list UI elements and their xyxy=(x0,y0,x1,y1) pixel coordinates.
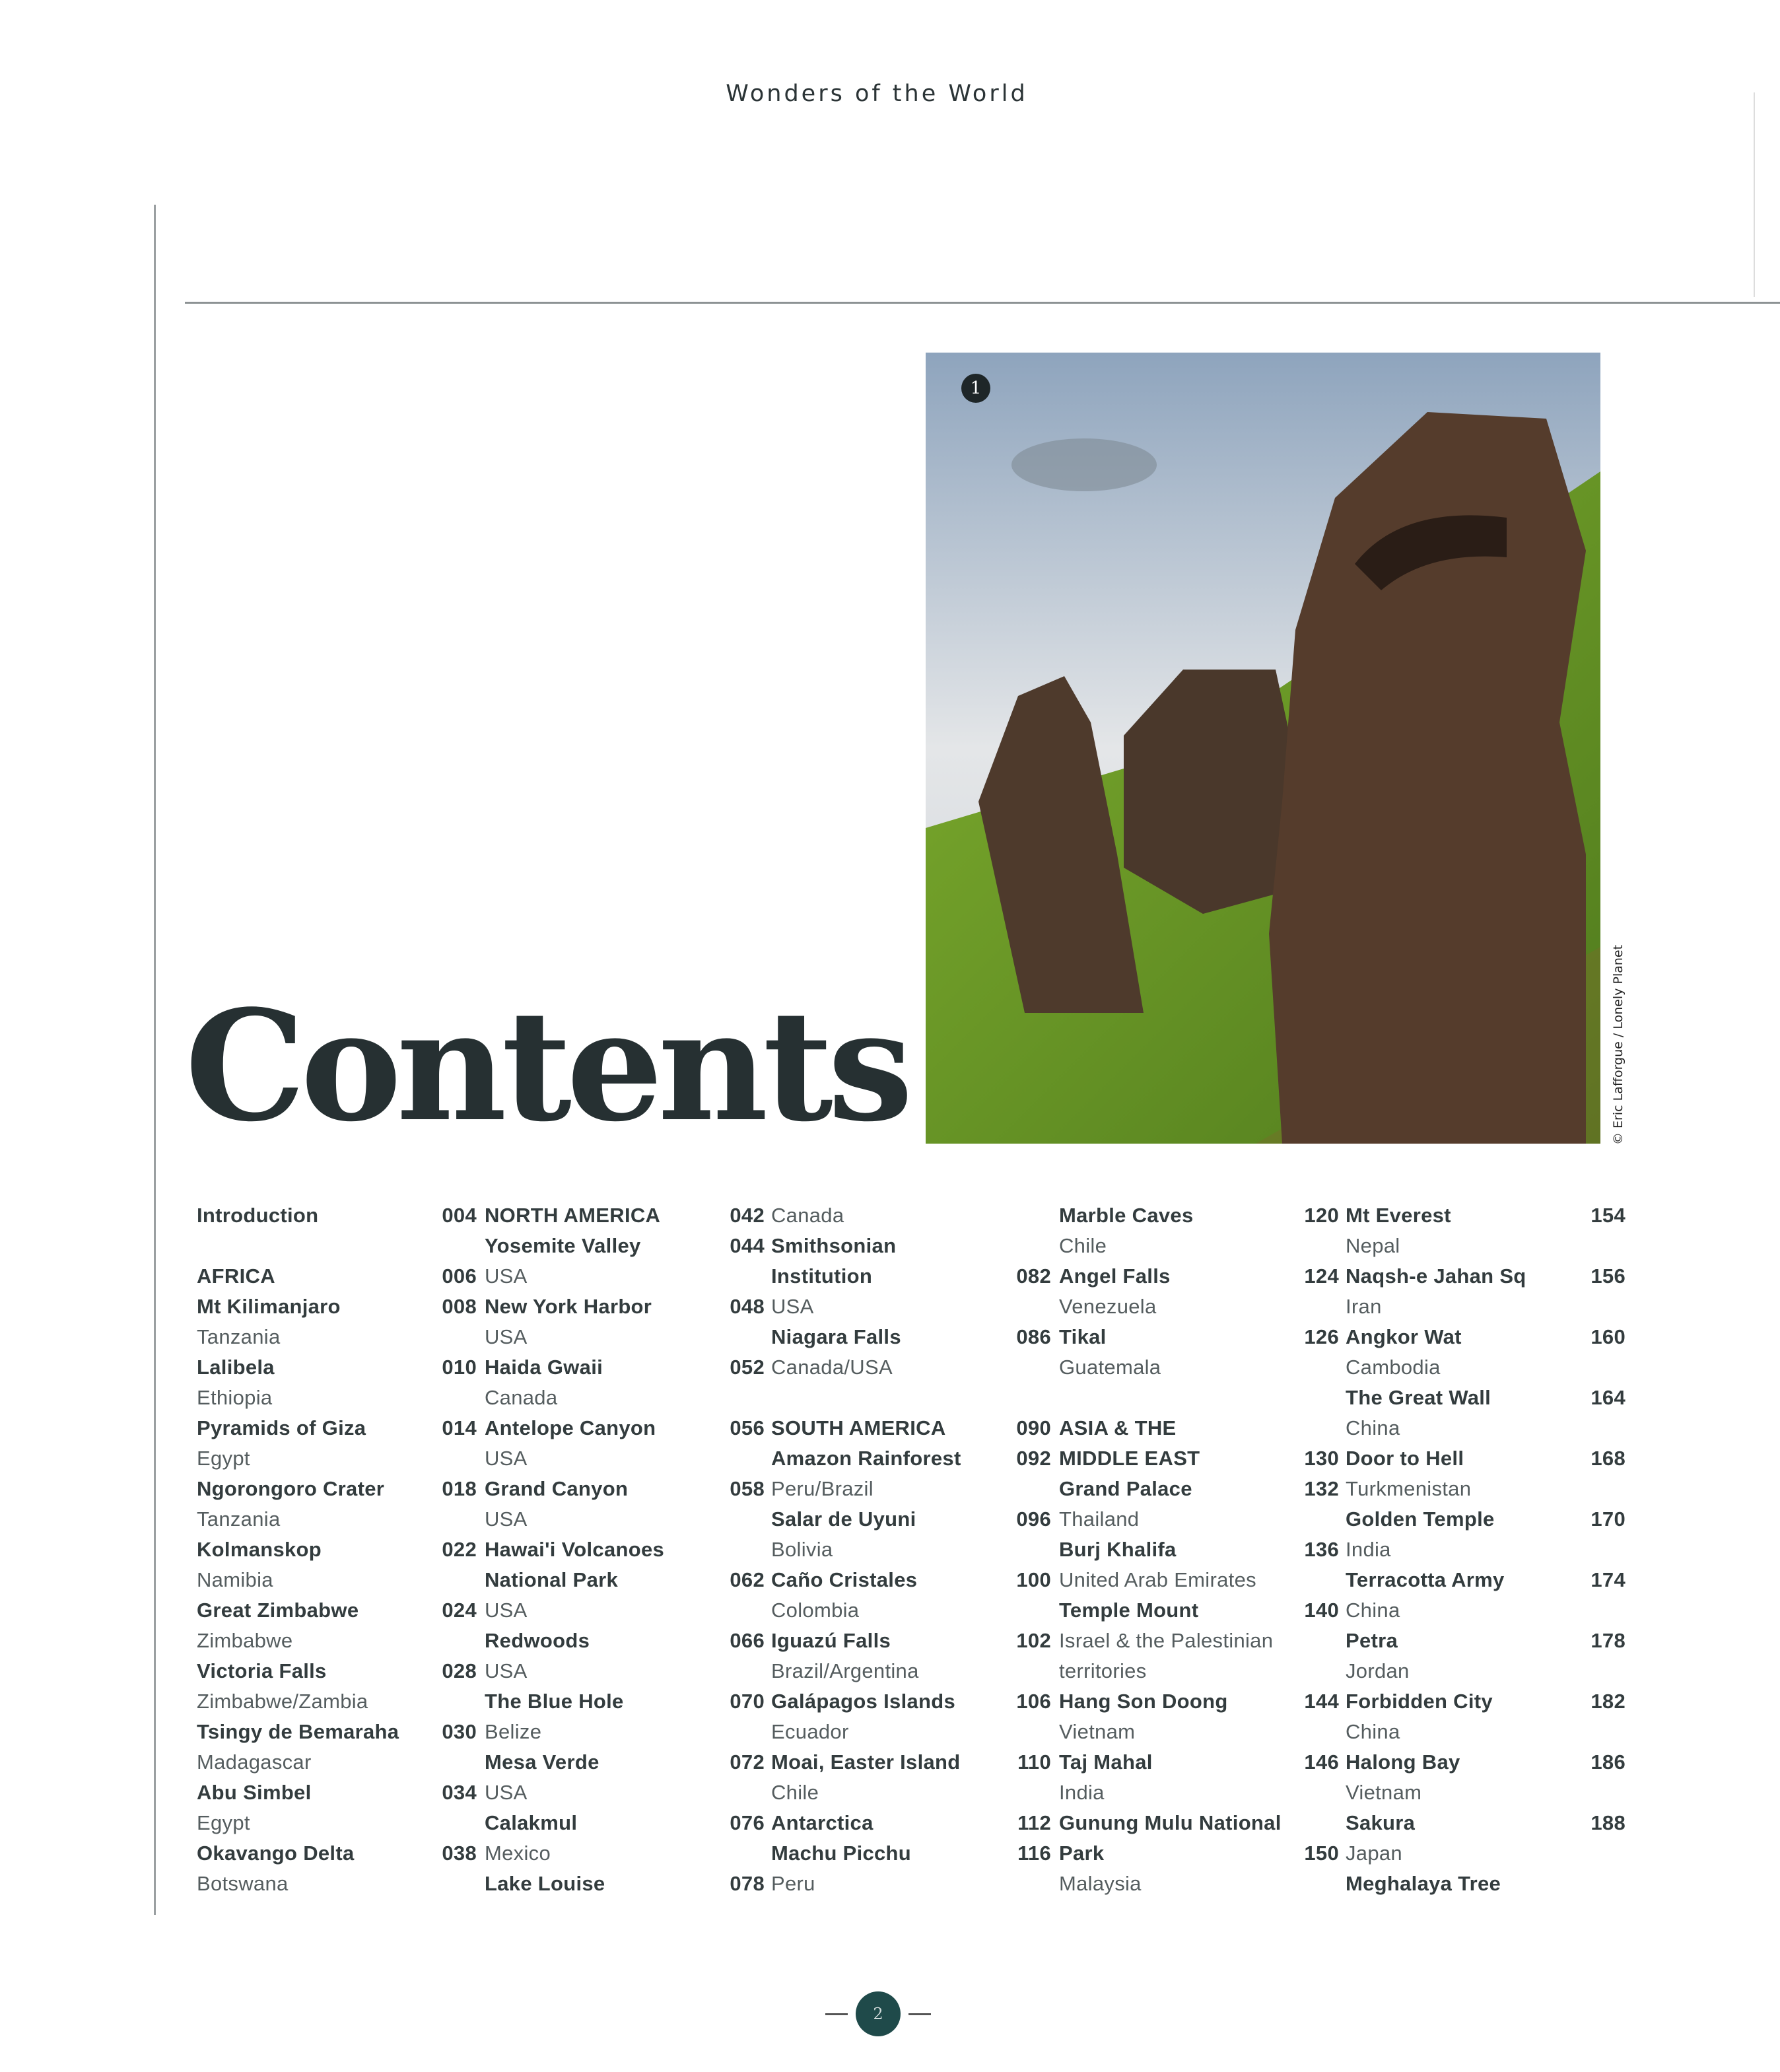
toc-location xyxy=(485,1443,765,1474)
toc-page-number: 078 xyxy=(730,1872,765,1895)
toc-page-number: 044 xyxy=(730,1234,765,1257)
toc-page-number: 110 xyxy=(1017,1750,1051,1774)
toc-entry-title: ASIA & THE xyxy=(1059,1416,1177,1439)
toc-entry[interactable] xyxy=(485,1686,765,1717)
toc-entry-title: Naqsh-e Jahan Sq xyxy=(1346,1264,1526,1288)
toc-entry-title: China xyxy=(1346,1599,1400,1622)
toc-page-number: 126 xyxy=(1304,1325,1339,1348)
toc-page-number: 170 xyxy=(1591,1507,1626,1531)
toc-entry-title: USA xyxy=(485,1264,528,1288)
photo-number-badge: 1 xyxy=(961,374,990,403)
toc-entry-title: Iguazú Falls xyxy=(771,1629,891,1652)
toc-entry-title: USA xyxy=(485,1447,528,1470)
toc-entry[interactable] xyxy=(485,1292,765,1322)
toc-entry-title: Calakmul xyxy=(485,1811,578,1834)
toc-location xyxy=(1346,1474,1626,1504)
toc-entry-title: territories xyxy=(1059,1659,1147,1682)
toc-entry-title: Forbidden City xyxy=(1346,1690,1493,1713)
contents-column-4 xyxy=(1059,1200,1339,1899)
toc-location xyxy=(1059,1383,1339,1413)
toc-page-number: 130 xyxy=(1304,1447,1339,1470)
toc-entry-title: India xyxy=(1059,1781,1105,1804)
toc-entry[interactable] xyxy=(197,1352,477,1383)
toc-page-number: 010 xyxy=(442,1356,477,1379)
toc-entry-title: Angkor Wat xyxy=(1346,1325,1462,1348)
toc-entry[interactable] xyxy=(1059,1535,1339,1565)
toc-location xyxy=(197,1808,477,1838)
toc-location xyxy=(197,1686,477,1717)
toc-location xyxy=(771,1717,1051,1747)
toc-location xyxy=(485,1504,765,1535)
toc-location xyxy=(1059,1626,1339,1656)
toc-entry-title: Guatemala xyxy=(1059,1356,1161,1379)
toc-entry-title: Kolmanskop xyxy=(197,1538,322,1561)
toc-page-number: 102 xyxy=(1016,1629,1051,1652)
toc-page-number: 058 xyxy=(730,1477,765,1500)
toc-entry-title: Mesa Verde xyxy=(485,1750,599,1774)
toc-page-number: 066 xyxy=(730,1629,765,1652)
toc-entry[interactable] xyxy=(1059,1747,1339,1778)
toc-location xyxy=(485,1717,765,1747)
toc-entry xyxy=(1059,1808,1339,1838)
toc-entry-title: USA xyxy=(485,1781,528,1804)
toc-entry-title: Lalibela xyxy=(197,1356,275,1379)
toc-entry[interactable] xyxy=(197,1595,477,1626)
toc-page-number: 022 xyxy=(442,1538,477,1561)
toc-entry[interactable] xyxy=(1346,1626,1626,1656)
toc-entry[interactable] xyxy=(485,1231,765,1261)
toc-entry[interactable] xyxy=(1346,1261,1626,1292)
toc-entry-title: Mt Kilimanjaro xyxy=(197,1295,341,1318)
toc-page-number: 076 xyxy=(730,1811,765,1834)
toc-entry-title: Moai, Easter Island xyxy=(771,1750,961,1774)
toc-location xyxy=(1059,1565,1339,1595)
toc-entry[interactable] xyxy=(485,1747,765,1778)
toc-location xyxy=(1059,1231,1339,1261)
toc-entry-title: Ngorongoro Crater xyxy=(197,1477,385,1500)
margin-line xyxy=(154,205,156,1915)
toc-entry-title: NORTH AMERICA xyxy=(485,1204,661,1227)
toc-entry-title: Madagascar xyxy=(197,1750,312,1774)
toc-entry xyxy=(1346,1869,1626,1899)
toc-page-number: 082 xyxy=(1016,1264,1051,1288)
toc-entry-title: Vietnam xyxy=(1346,1781,1422,1804)
toc-location xyxy=(771,1535,1051,1565)
toc-entry-title: Colombia xyxy=(771,1599,860,1622)
page-number-dash-right xyxy=(908,2013,931,2015)
toc-entry-title: Machu Picchu xyxy=(771,1842,912,1865)
toc-entry[interactable] xyxy=(197,1474,477,1504)
toc-location xyxy=(1059,1504,1339,1535)
toc-location xyxy=(1346,1535,1626,1565)
toc-entry[interactable] xyxy=(197,1778,477,1808)
toc-entry-title: Park xyxy=(1059,1842,1105,1865)
toc-entry-title: Golden Temple xyxy=(1346,1507,1495,1531)
toc-entry[interactable] xyxy=(1346,1322,1626,1352)
toc-location xyxy=(771,1292,1051,1322)
toc-entry-title: Namibia xyxy=(197,1568,273,1591)
toc-entry-title: Taj Mahal xyxy=(1059,1750,1153,1774)
toc-entry-title: Cambodia xyxy=(1346,1356,1441,1379)
toc-entry[interactable] xyxy=(1346,1200,1626,1231)
contents-column-3 xyxy=(771,1200,1051,1899)
toc-location xyxy=(1346,1656,1626,1686)
toc-entry[interactable] xyxy=(1346,1686,1626,1717)
toc-entry-title: Victoria Falls xyxy=(197,1659,327,1682)
toc-page-number: 038 xyxy=(442,1842,477,1865)
toc-entry-title: Turkmenistan xyxy=(1346,1477,1472,1500)
toc-page-number: 100 xyxy=(1016,1568,1051,1591)
toc-page-number: 006 xyxy=(442,1264,477,1288)
toc-entry[interactable] xyxy=(485,1565,765,1595)
toc-entry-title: Pyramids of Giza xyxy=(197,1416,366,1439)
toc-page-number: 164 xyxy=(1591,1386,1626,1409)
toc-entry-title: USA xyxy=(485,1325,528,1348)
toc-location xyxy=(771,1352,1051,1383)
toc-entry[interactable] xyxy=(485,1352,765,1383)
toc-entry-title: Institution xyxy=(771,1264,873,1288)
toc-location xyxy=(197,1231,477,1261)
toc-entry-title: Haida Gwaii xyxy=(485,1356,603,1379)
toc-location xyxy=(485,1322,765,1352)
toc-entry-title: USA xyxy=(771,1295,814,1318)
toc-entry-title: Chile xyxy=(771,1781,819,1804)
toc-location xyxy=(1059,1717,1339,1747)
toc-entry-title: Ecuador xyxy=(771,1720,849,1743)
toc-entry[interactable] xyxy=(1059,1443,1339,1474)
toc-entry-title: Caño Cristales xyxy=(771,1568,918,1591)
toc-location xyxy=(771,1383,1051,1413)
toc-entry[interactable] xyxy=(1346,1565,1626,1595)
toc-entry-title: Belize xyxy=(485,1720,542,1743)
toc-entry-title: Salar de Uyuni xyxy=(771,1507,916,1531)
toc-entry-title: Tanzania xyxy=(197,1507,281,1531)
toc-location xyxy=(485,1838,765,1869)
toc-entry-title: Israel & the Palestinian xyxy=(1059,1629,1274,1652)
toc-page-number: 144 xyxy=(1304,1690,1339,1713)
toc-location xyxy=(1346,1778,1626,1808)
toc-entry-title: Hang Son Doong xyxy=(1059,1690,1228,1713)
toc-page-number: 106 xyxy=(1016,1690,1051,1713)
toc-entry-title: Canada/USA xyxy=(771,1356,893,1379)
toc-entry-title: The Blue Hole xyxy=(485,1690,624,1713)
edge-line xyxy=(1754,92,1755,297)
toc-entry-title: Brazil/Argentina xyxy=(771,1659,919,1682)
toc-page-number: 070 xyxy=(730,1690,765,1713)
toc-entry-title: Peru xyxy=(771,1872,815,1895)
toc-location xyxy=(197,1504,477,1535)
toc-location xyxy=(771,1200,1051,1231)
toc-entry[interactable] xyxy=(771,1565,1051,1595)
toc-entry[interactable] xyxy=(1059,1322,1339,1352)
toc-entry[interactable] xyxy=(1346,1747,1626,1778)
toc-location xyxy=(197,1383,477,1413)
contents-column-2 xyxy=(485,1200,765,1899)
toc-entry[interactable] xyxy=(1346,1443,1626,1474)
toc-entry-title: Egypt xyxy=(197,1447,250,1470)
header-divider xyxy=(185,302,1780,304)
toc-entry-title: Galápagos Islands xyxy=(771,1690,956,1713)
toc-page-number: 178 xyxy=(1591,1629,1626,1652)
toc-page-number: 174 xyxy=(1591,1568,1626,1591)
contents-column-5 xyxy=(1346,1200,1626,1899)
photo-credit: © Eric Lafforgue / Lonely Planet xyxy=(1611,944,1626,1145)
toc-page-number: 096 xyxy=(1016,1507,1051,1531)
toc-page-number: 124 xyxy=(1304,1264,1339,1288)
toc-page-number: 186 xyxy=(1591,1750,1626,1774)
toc-location xyxy=(1059,1656,1339,1686)
toc-location xyxy=(771,1656,1051,1686)
toc-location xyxy=(197,1869,477,1899)
toc-location xyxy=(485,1383,765,1413)
toc-page-number: 112 xyxy=(1017,1811,1051,1834)
toc-entry[interactable] xyxy=(1059,1595,1339,1626)
toc-page-number: 132 xyxy=(1304,1477,1339,1500)
toc-entry-title: Lake Louise xyxy=(485,1872,605,1895)
toc-entry-title: Venezuela xyxy=(1059,1295,1157,1318)
toc-entry-title: Vietnam xyxy=(1059,1720,1136,1743)
toc-page-number: 156 xyxy=(1591,1264,1626,1288)
toc-location xyxy=(1346,1413,1626,1443)
toc-entry xyxy=(771,1231,1051,1261)
toc-page-number: 028 xyxy=(442,1659,477,1682)
toc-page-number: 136 xyxy=(1304,1538,1339,1561)
toc-entry xyxy=(485,1535,765,1565)
toc-entry[interactable] xyxy=(1059,1200,1339,1231)
toc-entry[interactable] xyxy=(197,1717,477,1747)
toc-location xyxy=(197,1626,477,1656)
toc-entry[interactable] xyxy=(1059,1686,1339,1717)
toc-entry-title: Canada xyxy=(771,1204,844,1227)
toc-entry[interactable] xyxy=(485,1808,765,1838)
toc-entry[interactable] xyxy=(485,1474,765,1504)
toc-entry-title: Peru/Brazil xyxy=(771,1477,873,1500)
toc-location xyxy=(771,1778,1051,1808)
toc-entry-title: USA xyxy=(485,1507,528,1531)
toc-entry-title: Ethiopia xyxy=(197,1386,273,1409)
toc-entry-title: Canada xyxy=(485,1386,558,1409)
toc-page-number: 008 xyxy=(442,1295,477,1318)
toc-entry[interactable] xyxy=(197,1535,477,1565)
toc-entry-title: Terracotta Army xyxy=(1346,1568,1505,1591)
toc-entry[interactable] xyxy=(1346,1383,1626,1413)
toc-page-number: 188 xyxy=(1591,1811,1626,1834)
running-header: Wonders of the World xyxy=(726,81,1028,107)
toc-entry-title: Thailand xyxy=(1059,1507,1140,1531)
toc-page-number: 004 xyxy=(442,1204,477,1227)
toc-location xyxy=(1059,1352,1339,1383)
toc-entry-title: Tikal xyxy=(1059,1325,1107,1348)
toc-entry-title: Chile xyxy=(1059,1234,1107,1257)
toc-entry[interactable] xyxy=(485,1200,765,1231)
toc-entry[interactable] xyxy=(1346,1808,1626,1838)
toc-entry-title: Tanzania xyxy=(197,1325,281,1348)
toc-entry[interactable] xyxy=(197,1838,477,1869)
toc-entry[interactable] xyxy=(1059,1838,1339,1869)
toc-entry-title: Antarctica xyxy=(771,1811,873,1834)
toc-entry-title: Niagara Falls xyxy=(771,1325,901,1348)
toc-entry-title: Introduction xyxy=(197,1204,319,1227)
toc-entry[interactable] xyxy=(197,1413,477,1443)
toc-entry-title: Grand Palace xyxy=(1059,1477,1192,1500)
toc-entry[interactable] xyxy=(771,1808,1051,1838)
page-title: Contents xyxy=(185,977,908,1156)
toc-entry-title: Malaysia xyxy=(1059,1872,1142,1895)
toc-entry-title: Antelope Canyon xyxy=(485,1416,656,1439)
toc-entry-title: New York Harbor xyxy=(485,1295,652,1318)
toc-entry[interactable] xyxy=(771,1838,1051,1869)
toc-page-number: 056 xyxy=(730,1416,765,1439)
toc-entry[interactable] xyxy=(771,1443,1051,1474)
toc-entry[interactable] xyxy=(771,1261,1051,1292)
toc-location xyxy=(197,1565,477,1595)
toc-location xyxy=(197,1443,477,1474)
page-number-dash-left xyxy=(825,2013,848,2015)
toc-entry-title: Burj Khalifa xyxy=(1059,1538,1177,1561)
toc-entry-title: SOUTH AMERICA xyxy=(771,1416,946,1439)
toc-entry-title: Marble Caves xyxy=(1059,1204,1194,1227)
toc-entry-title: Meghalaya Tree xyxy=(1346,1872,1501,1895)
toc-entry[interactable] xyxy=(197,1292,477,1322)
toc-entry-title: Zimbabwe xyxy=(197,1629,293,1652)
toc-entry-title: USA xyxy=(485,1659,528,1682)
toc-entry[interactable] xyxy=(771,1413,1051,1443)
toc-page-number: 092 xyxy=(1016,1447,1051,1470)
toc-entry-title: Gunung Mulu National xyxy=(1059,1811,1282,1834)
toc-page-number: 042 xyxy=(730,1204,765,1227)
toc-page-number: 120 xyxy=(1304,1204,1339,1227)
toc-location xyxy=(771,1869,1051,1899)
toc-entry[interactable] xyxy=(197,1261,477,1292)
toc-location xyxy=(1059,1292,1339,1322)
toc-entry-title: Hawai'i Volcanoes xyxy=(485,1538,665,1561)
toc-entry-title: Redwoods xyxy=(485,1629,590,1652)
toc-entry-title: The Great Wall xyxy=(1346,1386,1491,1409)
toc-page-number: 030 xyxy=(442,1720,477,1743)
toc-entry-title: China xyxy=(1346,1416,1400,1439)
toc-entry-title: India xyxy=(1346,1538,1391,1561)
toc-location xyxy=(771,1474,1051,1504)
toc-entry[interactable] xyxy=(485,1626,765,1656)
toc-entry[interactable] xyxy=(197,1200,477,1231)
toc-entry-title: National Park xyxy=(485,1568,619,1591)
toc-location xyxy=(197,1322,477,1352)
toc-page-number: 154 xyxy=(1591,1204,1626,1227)
toc-location xyxy=(1059,1778,1339,1808)
toc-entry[interactable] xyxy=(771,1626,1051,1656)
toc-location xyxy=(771,1595,1051,1626)
toc-entry-title: Door to Hell xyxy=(1346,1447,1464,1470)
toc-location xyxy=(1346,1838,1626,1869)
toc-page-number: 168 xyxy=(1591,1447,1626,1470)
toc-location xyxy=(1346,1595,1626,1626)
toc-page-number: 086 xyxy=(1016,1325,1051,1348)
contents-column-1 xyxy=(197,1200,477,1899)
toc-entry-title: Jordan xyxy=(1346,1659,1410,1682)
toc-page-number: 140 xyxy=(1304,1599,1339,1622)
toc-location xyxy=(1346,1717,1626,1747)
toc-entry-title: Nepal xyxy=(1346,1234,1400,1257)
toc-page-number: 150 xyxy=(1304,1842,1339,1865)
toc-entry-title: Tsingy de Bemaraha xyxy=(197,1720,399,1743)
toc-entry[interactable] xyxy=(1346,1504,1626,1535)
toc-page-number: 182 xyxy=(1591,1690,1626,1713)
toc-entry[interactable] xyxy=(771,1747,1051,1778)
toc-entry[interactable] xyxy=(197,1656,477,1686)
toc-entry-title: MIDDLE EAST xyxy=(1059,1447,1200,1470)
toc-page-number: 048 xyxy=(730,1295,765,1318)
toc-entry-title: Sakura xyxy=(1346,1811,1416,1834)
toc-entry-title: Petra xyxy=(1346,1629,1398,1652)
toc-page-number: 072 xyxy=(730,1750,765,1774)
toc-location xyxy=(485,1261,765,1292)
toc-entry[interactable] xyxy=(1059,1261,1339,1292)
toc-page-number: 160 xyxy=(1591,1325,1626,1348)
toc-page-number: 062 xyxy=(730,1568,765,1591)
toc-entry-title: Botswana xyxy=(197,1872,289,1895)
toc-entry xyxy=(1059,1413,1339,1443)
toc-page-number: 052 xyxy=(730,1356,765,1379)
toc-entry-title: Abu Simbel xyxy=(197,1781,312,1804)
toc-entry-title: Zimbabwe/Zambia xyxy=(197,1690,368,1713)
toc-entry-title: USA xyxy=(485,1599,528,1622)
toc-entry-title: Grand Canyon xyxy=(485,1477,629,1500)
toc-page-number: 018 xyxy=(442,1477,477,1500)
toc-entry-title: Mexico xyxy=(485,1842,551,1865)
toc-page-number: 024 xyxy=(442,1599,477,1622)
toc-entry[interactable] xyxy=(485,1413,765,1443)
toc-entry-title: Yosemite Valley xyxy=(485,1234,641,1257)
toc-location xyxy=(1346,1292,1626,1322)
toc-page-number: 146 xyxy=(1304,1750,1339,1774)
toc-entry-title: Smithsonian xyxy=(771,1234,897,1257)
toc-entry-title: China xyxy=(1346,1720,1400,1743)
toc-entry[interactable] xyxy=(771,1322,1051,1352)
toc-page-number: 014 xyxy=(442,1416,477,1439)
toc-entry-title: Egypt xyxy=(197,1811,250,1834)
toc-entry[interactable] xyxy=(1059,1474,1339,1504)
toc-location xyxy=(1346,1352,1626,1383)
toc-entry-title: Iran xyxy=(1346,1295,1382,1318)
toc-entry-title: Halong Bay xyxy=(1346,1750,1460,1774)
toc-entry-title: Great Zimbabwe xyxy=(197,1599,359,1622)
toc-entry-title: Japan xyxy=(1346,1842,1402,1865)
toc-location xyxy=(485,1656,765,1686)
toc-entry[interactable] xyxy=(485,1869,765,1899)
toc-page-number: 116 xyxy=(1017,1842,1051,1865)
toc-entry-title: Angel Falls xyxy=(1059,1264,1171,1288)
toc-entry-title: Mt Everest xyxy=(1346,1204,1451,1227)
toc-location xyxy=(485,1595,765,1626)
toc-location xyxy=(197,1747,477,1778)
moai-photo xyxy=(926,353,1600,1144)
toc-location xyxy=(1346,1231,1626,1261)
toc-entry-title: Amazon Rainforest xyxy=(771,1447,961,1470)
toc-location xyxy=(1059,1869,1339,1899)
toc-entry[interactable] xyxy=(771,1504,1051,1535)
toc-entry[interactable] xyxy=(771,1686,1051,1717)
toc-location xyxy=(485,1778,765,1808)
toc-entry-title: Temple Mount xyxy=(1059,1599,1199,1622)
toc-page-number: 090 xyxy=(1016,1416,1051,1439)
page-number: 2 xyxy=(856,1991,901,2036)
toc-entry-title: Bolivia xyxy=(771,1538,833,1561)
toc-entry-title: Okavango Delta xyxy=(197,1842,355,1865)
toc-entry-title: United Arab Emirates xyxy=(1059,1568,1256,1591)
toc-entry-title: AFRICA xyxy=(197,1264,275,1288)
toc-page-number: 034 xyxy=(442,1781,477,1804)
